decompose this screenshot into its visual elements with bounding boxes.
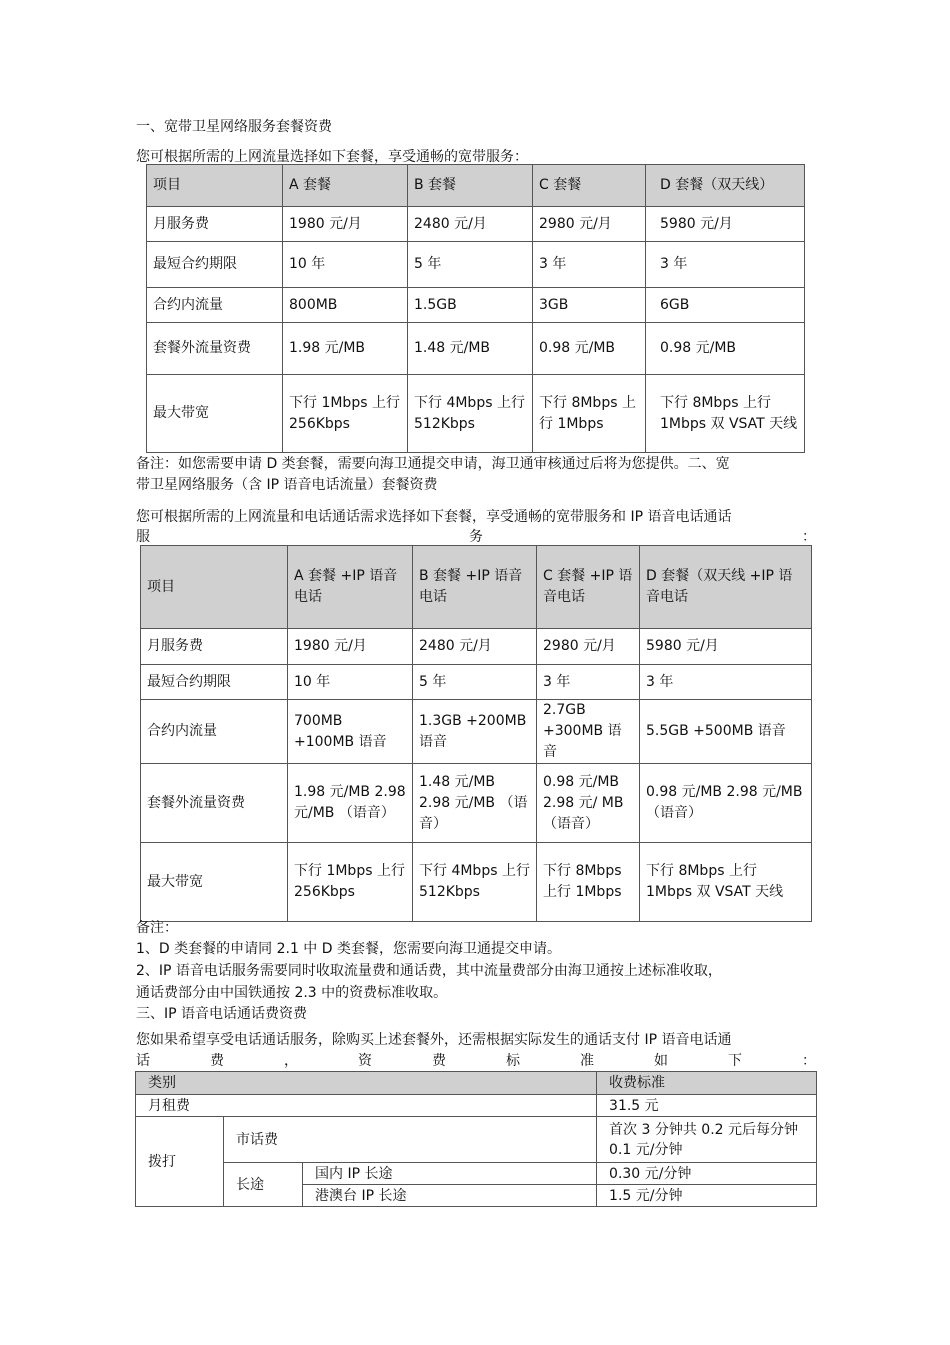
local-fee: 首次 3 分钟共 0.2 元后每分钟 0.1 元/分钟	[597, 1117, 817, 1163]
domestic-fee: 0.30 元/分钟	[597, 1163, 817, 1185]
table-header-row	[147, 165, 805, 207]
table-cell: 下行 8Mbps 上行 1Mbps	[537, 843, 640, 922]
table-cell: 最短合约期限	[141, 665, 288, 700]
table-row	[141, 665, 812, 700]
hkmt-fee: 1.5 元/分钟	[597, 1185, 817, 1207]
justified-char: 费	[432, 1053, 446, 1069]
table-header-cell: A 套餐 +IP 语音电话	[288, 546, 413, 629]
note-item: 1、D 类套餐的申请同 2.1 中 D 类套餐，您需要向海卫通提交申请。	[136, 941, 561, 957]
table-header-cell: C 套餐 +IP 语音电话	[537, 546, 640, 629]
justified-char: 务	[469, 529, 483, 545]
table-header-cell: D 套餐（双天线 +IP 语音电话	[640, 546, 812, 629]
table-row	[147, 288, 805, 323]
call-fee-table	[135, 1071, 817, 1207]
table-cell: 2.7GB +300MB 语音	[537, 700, 640, 764]
table-cell: 下行 8Mbps 上行 1Mbps 双 VSAT 天线	[640, 843, 812, 922]
table-cell: 2480 元/月	[413, 629, 537, 665]
section1-note-line2: 带卫星网络服务（含 IP 语音电话流量）套餐资费	[136, 477, 438, 493]
justified-char: 如	[654, 1053, 668, 1069]
table-header-cell: B 套餐	[408, 165, 533, 207]
justified-char: 服	[136, 529, 150, 545]
justified-char: ：	[802, 529, 816, 545]
table-cell: 5980 元/月	[640, 629, 812, 665]
note-item: 通话费部分由中国铁通按 2.3 中的资费标准收取。	[136, 985, 448, 1001]
table-row	[147, 242, 805, 288]
table-cell: 5.5GB +500MB 语音	[640, 700, 812, 764]
header-category: 类别	[136, 1072, 597, 1095]
section3-intro-line2	[136, 1051, 816, 1071]
table-cell: 1980 元/月	[288, 629, 413, 665]
table-cell: 1980 元/月	[283, 207, 408, 242]
table-cell: 1.3GB +200MB 语音	[413, 700, 537, 764]
table-cell: 10 年	[288, 665, 413, 700]
package-table-1	[146, 164, 805, 453]
table-cell: 1.98 元/MB	[283, 323, 408, 375]
table-cell: 月服务费	[147, 207, 283, 242]
justified-char: ：	[802, 1053, 816, 1069]
table-cell: 10 年	[283, 242, 408, 288]
section2-intro-line1: 您可根据所需的上网流量和电话通话需求选择如下套餐，享受通畅的宽带服务和 IP 语音电话通话	[136, 509, 732, 525]
table-row	[141, 764, 812, 843]
table-row	[136, 1095, 817, 1117]
section2-intro-line2	[136, 527, 816, 547]
table-cell: 0.98 元/MB	[646, 323, 805, 375]
section3-title: 三、IP 语音电话通话费资费	[136, 1006, 308, 1022]
table-cell: 3 年	[533, 242, 646, 288]
table-cell: 最大带宽	[141, 843, 288, 922]
justified-char: ，	[284, 1053, 298, 1069]
monthly-fee: 31.5 元	[597, 1095, 817, 1117]
table-cell: 下行 1Mbps 上行 256Kbps	[288, 843, 413, 922]
table-cell: 0.98 元/MB 2.98 元/ MB（语音）	[537, 764, 640, 843]
table-cell: 下行 1Mbps 上行 256Kbps	[283, 375, 408, 453]
table-cell: 套餐外流量资费	[141, 764, 288, 843]
table-cell: 1.98 元/MB 2.98 元/MB （语音）	[288, 764, 413, 843]
long-label: 长途	[224, 1163, 303, 1207]
table-row	[141, 629, 812, 665]
monthly-label: 月租费	[136, 1095, 597, 1117]
table-row	[136, 1163, 817, 1185]
table-cell: 最大带宽	[147, 375, 283, 453]
table-header-cell: 项目	[141, 546, 288, 629]
section3-intro-line1: 您如果希望享受电话通话服务，除购买上述套餐外，还需根据实际发生的通话支付 IP 语音电话通	[136, 1032, 732, 1048]
table-cell: 0.98 元/MB 2.98 元/MB（语音）	[640, 764, 812, 843]
table-cell: 下行 4Mbps 上行 512Kbps	[408, 375, 533, 453]
local-label: 市话费	[224, 1117, 597, 1163]
table-cell: 3 年	[640, 665, 812, 700]
note-item: 2、IP 语音电话服务需要同时收取流量费和通话费，其中流量费部分由海卫通按上述标准收取，	[136, 963, 722, 979]
justified-char: 话	[136, 1053, 150, 1069]
table-cell: 5 年	[408, 242, 533, 288]
table-row	[147, 323, 805, 375]
table-cell: 1.48 元/MB 2.98 元/MB （语音）	[413, 764, 537, 843]
table-cell: 合约内流量	[147, 288, 283, 323]
table-cell: 下行 4Mbps 上行 512Kbps	[413, 843, 537, 922]
table-header-row	[136, 1072, 817, 1095]
table-row	[147, 375, 805, 453]
table-header-cell: C 套餐	[533, 165, 646, 207]
table-cell: 3 年	[646, 242, 805, 288]
table-cell: 下行 8Mbps 上行 1Mbps	[533, 375, 646, 453]
table-row	[136, 1117, 817, 1163]
header-fee: 收费标准	[597, 1072, 817, 1095]
justified-char: 标	[506, 1053, 520, 1069]
section1-title: 一、宽带卫星网络服务套餐资费	[136, 119, 332, 135]
table-cell: 6GB	[646, 288, 805, 323]
table-cell: 2980 元/月	[533, 207, 646, 242]
table-cell: 5 年	[413, 665, 537, 700]
justified-char: 下	[728, 1053, 742, 1069]
table-cell: 0.98 元/MB	[533, 323, 646, 375]
table-cell: 1.5GB	[408, 288, 533, 323]
table-cell: 2980 元/月	[537, 629, 640, 665]
justified-char: 费	[210, 1053, 224, 1069]
table-cell: 最短合约期限	[147, 242, 283, 288]
dial-label: 拨打	[136, 1117, 224, 1207]
table-cell: 下行 8Mbps 上行 1Mbps 双 VSAT 天线	[646, 375, 805, 453]
hkmt-label: 港澳台 IP 长途	[303, 1185, 597, 1207]
section1-intro: 您可根据所需的上网流量选择如下套餐，享受通畅的宽带服务：	[136, 149, 528, 165]
table-cell: 2480 元/月	[408, 207, 533, 242]
table-row	[147, 207, 805, 242]
table-header-cell: 项目	[147, 165, 283, 207]
table-cell: 套餐外流量资费	[147, 323, 283, 375]
table-row	[141, 843, 812, 922]
justified-char: 准	[580, 1053, 594, 1069]
notes-title: 备注：	[136, 920, 178, 936]
table-header-row	[141, 546, 812, 629]
table-header-cell: D 套餐（双天线）	[646, 165, 805, 207]
table-header-cell: B 套餐 +IP 语音电话	[413, 546, 537, 629]
justified-char: 资	[358, 1053, 372, 1069]
table-cell: 700MB +100MB 语音	[288, 700, 413, 764]
table-header-cell: A 套餐	[283, 165, 408, 207]
table-cell: 3GB	[533, 288, 646, 323]
section1-note-line1: 备注：如您需要申请 D 类套餐，需要向海卫通提交申请，海卫通审核通过后将为您提供。二、宽	[136, 456, 730, 472]
table-cell: 合约内流量	[141, 700, 288, 764]
table-cell: 月服务费	[141, 629, 288, 665]
table-cell: 5980 元/月	[646, 207, 805, 242]
table-cell: 1.48 元/MB	[408, 323, 533, 375]
package-table-2	[140, 545, 812, 922]
table-row	[141, 700, 812, 764]
table-cell: 3 年	[537, 665, 640, 700]
table-cell: 800MB	[283, 288, 408, 323]
domestic-label: 国内 IP 长途	[303, 1163, 597, 1185]
